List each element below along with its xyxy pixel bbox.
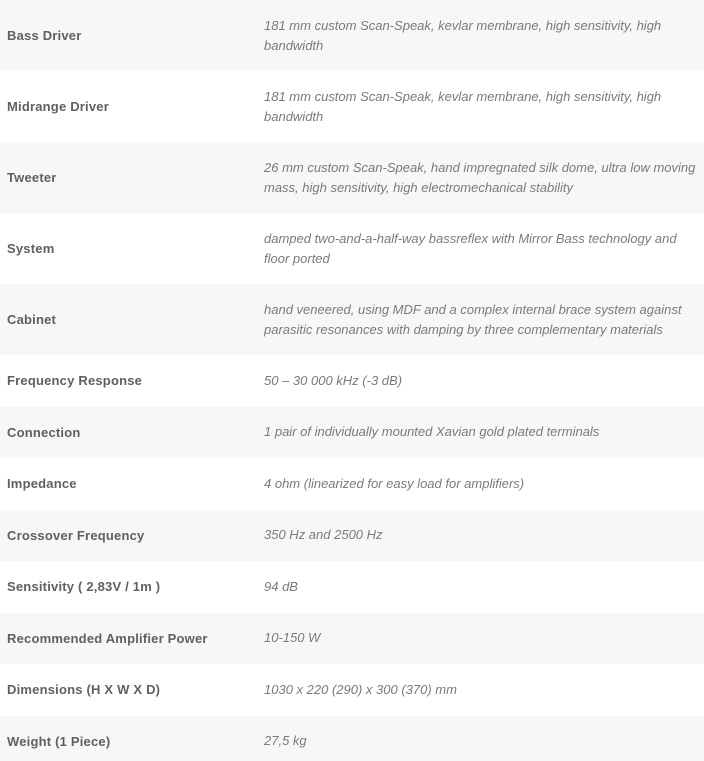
spec-label: System	[0, 213, 257, 284]
spec-value: 4 ohm (linearized for easy load for amplifiers)	[257, 458, 704, 510]
spec-value: hand veneered, using MDF and a complex internal brace system against parasitic resonances with damping by three complementary materials	[257, 284, 704, 355]
spec-value: 50 – 30 000 kHz (-3 dB)	[257, 355, 704, 407]
spec-label: Bass Driver	[0, 0, 257, 71]
spec-value: 26 mm custom Scan-Speak, hand impregnated silk dome, ultra low moving mass, high sensitivity, high electromechanical stability	[257, 142, 704, 213]
spec-value: 350 Hz and 2500 Hz	[257, 510, 704, 562]
spec-row-tweeter	[0, 142, 704, 213]
spec-row-crossover-frequency	[0, 510, 704, 562]
spec-label: Frequency Response	[0, 355, 257, 407]
spec-label: Midrange Driver	[0, 71, 257, 142]
spec-value: damped two-and-a-half-way bassreflex with Mirror Bass technology and floor ported	[257, 213, 704, 284]
spec-label: Cabinet	[0, 284, 257, 355]
spec-label: Impedance	[0, 458, 257, 510]
spec-row-connection	[0, 407, 704, 459]
spec-value: 10-150 W	[257, 613, 704, 665]
spec-value: 181 mm custom Scan-Speak, kevlar membrane, high sensitivity, high bandwidth	[257, 71, 704, 142]
spec-row-cabinet	[0, 284, 704, 355]
spec-label: Tweeter	[0, 142, 257, 213]
spec-label: Connection	[0, 407, 257, 459]
spec-row-bass-driver	[0, 0, 704, 71]
spec-row-frequency-response	[0, 355, 704, 407]
spec-row-sensitivity	[0, 561, 704, 613]
spec-row-impedance	[0, 458, 704, 510]
spec-row-weight	[0, 716, 704, 761]
spec-row-midrange-driver	[0, 71, 704, 142]
spec-label: Recommended Amplifier Power	[0, 613, 257, 665]
spec-row-system	[0, 213, 704, 284]
spec-value: 181 mm custom Scan-Speak, kevlar membrane, high sensitivity, high bandwidth	[257, 0, 704, 71]
spec-label: Sensitivity ( 2,83V / 1m )	[0, 561, 257, 613]
spec-value: 1030 x 220 (290) x 300 (370) mm	[257, 664, 704, 716]
spec-row-recommended-amplifier-power	[0, 613, 704, 665]
spec-value: 27,5 kg	[257, 716, 704, 761]
spec-value: 94 dB	[257, 561, 704, 613]
spec-label: Weight (1 Piece)	[0, 716, 257, 761]
spec-label: Dimensions (H X W X D)	[0, 664, 257, 716]
spec-value: 1 pair of individually mounted Xavian gold plated terminals	[257, 407, 704, 459]
spec-label: Crossover Frequency	[0, 510, 257, 562]
spec-row-dimensions	[0, 664, 704, 716]
